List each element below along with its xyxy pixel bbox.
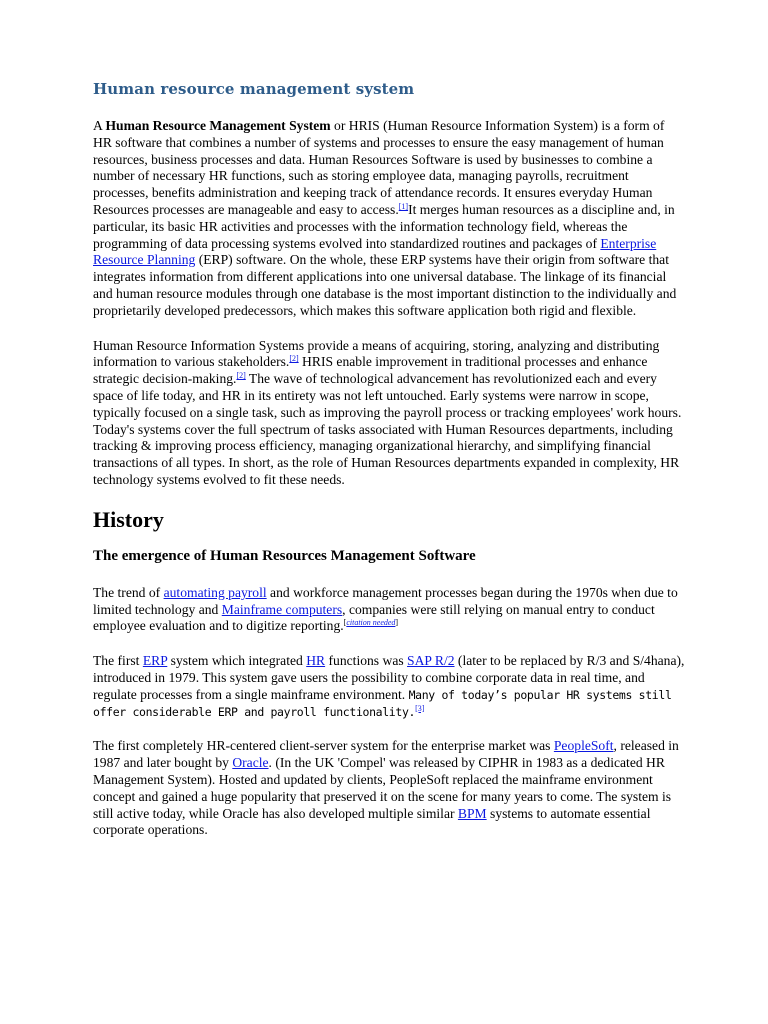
history-heading: History xyxy=(93,506,164,532)
link-peoplesoft[interactable]: PeopleSoft xyxy=(553,738,614,754)
link-mainframe-computers[interactable]: Mainframe computers xyxy=(221,601,343,617)
citation-needed[interactable] xyxy=(344,618,398,627)
text-span: (ERP) software. On the whole, these ERP systems have their origin from software that integrates information from different applications into one universal database. The linkage of its financial and human resource modules through one database is the most important distinction to the individually and proprietarily developed predecessors, which makes this software application both rigid and flexible. xyxy=(93,252,677,318)
reference-link[interactable]: [2] xyxy=(236,371,246,381)
link-sap-r2[interactable]: SAP R/2 xyxy=(407,653,455,669)
link-automating-payroll[interactable]: automating payroll xyxy=(163,584,267,600)
link-erp[interactable]: ERP xyxy=(142,653,168,669)
text-span: systems to automate essential corporate operations. xyxy=(93,805,651,838)
article-content xyxy=(93,80,685,857)
text-span: , released in 1987 and later bought by xyxy=(93,738,679,771)
text-span: The first xyxy=(93,653,143,669)
text-span: The trend of xyxy=(93,584,164,600)
text-span: or HRIS (Human Resource Information System) is a form of HR software that combines a number of systems and processes to ensure the easy management of human resources, business processes and data. Human Resources Software is used by businesses to combine a number of necessary HR functions, such as storing employee data, managing payrolls, recruitment processes, benefits administration and keeping track of attendance records. It ensures everyday Human Resources processes are manageable and easy to access. xyxy=(93,118,665,217)
link-hr[interactable]: HR xyxy=(306,653,326,669)
link-enterprise-resource-planning[interactable]: Enterprise Resource Planning xyxy=(93,235,657,268)
intro-paragraph-1 xyxy=(93,118,685,320)
link-bpm[interactable]: BPM xyxy=(457,805,487,821)
history-paragraph-1 xyxy=(93,585,685,635)
monospace-sentence: Many of today’s popular HR systems still offer considerable ERP and payroll functionality. xyxy=(93,687,672,719)
emergence-subheading: The emergence of Human Resources Management Software xyxy=(93,547,476,564)
text-span: . (In the UK 'Compel' was released by CIPHR in 1983 as a dedicated HR Management System). Hosted and updated by clients, PeopleSoft replaced the mainframe environment concept and gained a huge popularity that preserved it on the scene for many years to come. The system is still active today, while Oracle has also developed multiple similar xyxy=(93,755,672,821)
intro-paragraph-2 xyxy=(93,338,685,489)
page-title: Human resource management system xyxy=(93,80,415,98)
text-span: functions was xyxy=(325,653,408,669)
reference-2b[interactable] xyxy=(236,371,245,380)
bracket: ] xyxy=(395,618,399,628)
bold-term: Human Resource Management System xyxy=(105,118,331,133)
reference-1[interactable] xyxy=(399,202,408,211)
text-span: , companies were still relying on manual entry to conduct employee evaluation and to digitize reporting. xyxy=(93,601,655,634)
reference-link[interactable]: [2] xyxy=(289,354,299,364)
text-span: A xyxy=(93,118,106,133)
history-paragraph-3 xyxy=(93,738,685,839)
bracket: [ xyxy=(343,618,347,628)
citation-needed-link[interactable]: citation needed xyxy=(346,618,396,628)
text-span: HRIS enable improvement in traditional processes and enhance strategic decision-making. xyxy=(93,354,648,387)
link-oracle[interactable]: Oracle xyxy=(232,755,269,771)
text-span: (later to be replaced by R/3 and S/4hana), introduced in 1979. This system gave users the possibility to combine corporate data in real time, and regulate processes from a single mainframe environment. xyxy=(93,653,685,702)
reference-3[interactable] xyxy=(415,704,424,713)
history-paragraph-2 xyxy=(93,653,685,720)
text-span: Human Resource Information Systems provide a means of acquiring, storing, analyzing and distributing information to various stakeholders. xyxy=(93,337,660,370)
text-span: system which integrated xyxy=(167,653,307,669)
text-span: The first completely HR-centered client-server system for the enterprise market was xyxy=(93,738,554,754)
reference-2[interactable] xyxy=(289,354,298,363)
text-span: It merges human resources as a discipline and, in particular, its basic HR activities and processes with the information technology field, whereas the programming of data processing systems evolved into standardized routines and packages of xyxy=(93,201,675,251)
text-span: The wave of technological advancement has revolutionized each and every space of life today, and HR in its entirety was not left untouched. Early systems were narrow in scope, typically focused on a single task, such as improving the payroll process or tracking employees' work hours. Today's systems cover the full spectrum of tasks associated with Human Resources departments, including tracking & improving process efficiency, managing organizational hierarchy, and simplifying financial transactions of all types. In short, as the role of Human Resources departments expanded in complexity, HR technology systems evolved to fit these needs. xyxy=(93,371,682,487)
reference-link[interactable]: [1] xyxy=(398,201,409,211)
reference-link[interactable]: [3] xyxy=(415,703,425,713)
text-span: and workforce management processes began during the 1970s when due to limited technology and xyxy=(93,584,678,617)
